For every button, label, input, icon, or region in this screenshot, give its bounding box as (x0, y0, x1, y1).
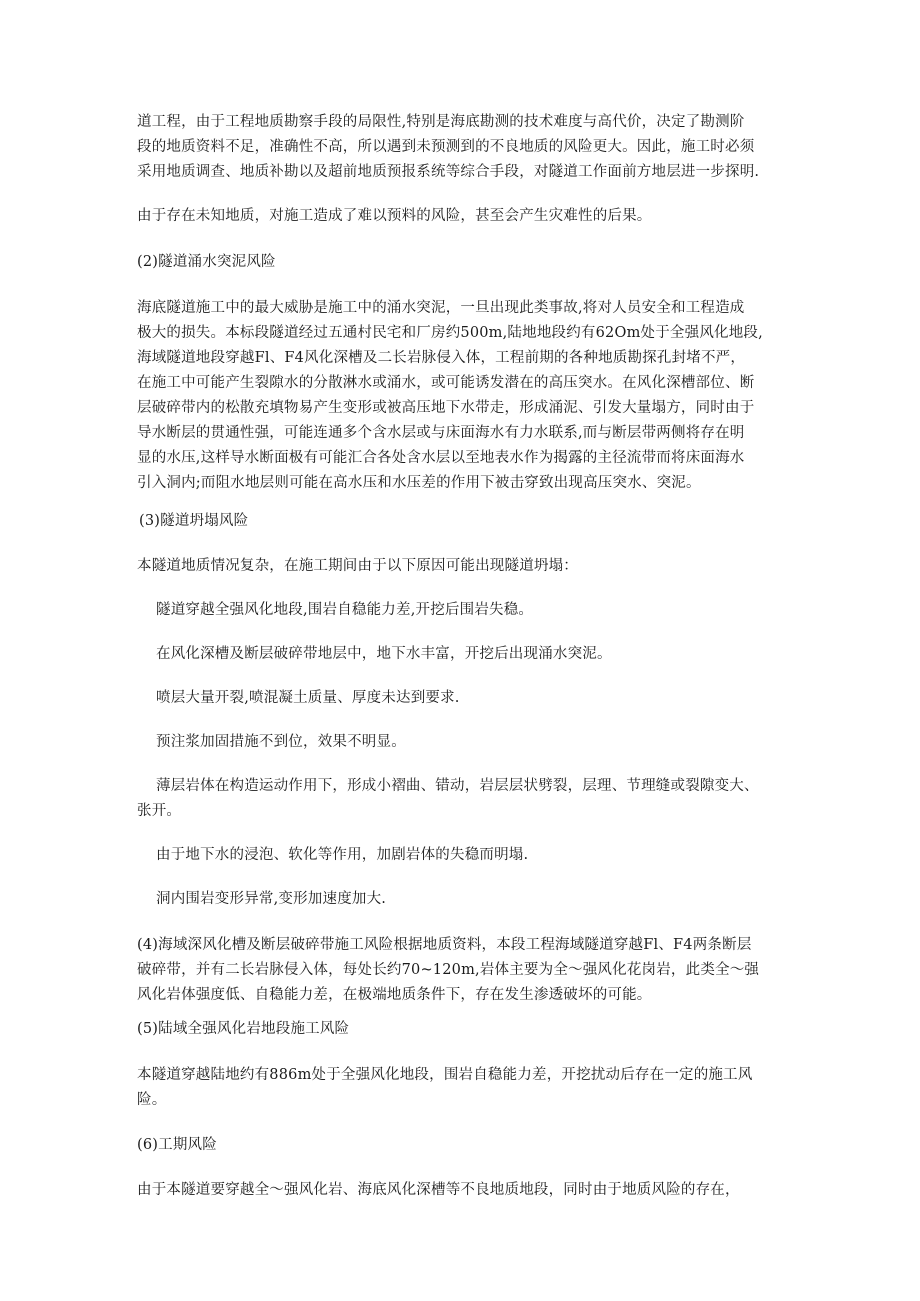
heading-text: (6)工期风险 (137, 1137, 217, 1153)
text-line: 海底隧道施工中的最大威胁是施工中的涌水突泥，一旦出现此类事故,将对人员安全和工程造成 (137, 300, 745, 316)
text-line: 在施工中可能产生裂隙水的分散淋水或涌水，或可能诱发潜在的高压突水。在风化深槽部位、断 (137, 375, 755, 391)
text-line: 层破碎带内的松散充填物易产生变形或被高压地下水带走，形成涌泥、引发大量塌方，同时由于 (137, 400, 755, 416)
text-line: 预注浆加固措施不到位，效果不明显。 (156, 734, 406, 750)
list-item-cause-1 (156, 598, 797, 623)
paragraph-collapse-intro (137, 554, 797, 579)
list-item-cause-3 (156, 686, 797, 711)
paragraph-schedule (137, 1178, 797, 1203)
text-line: 海域隧道地段穿越Fl、F4风化深槽及二长岩脉侵入体，工程前期的各种地质勘探孔封堵不严， (137, 350, 746, 366)
list-item-cause-4 (156, 730, 797, 755)
heading-collapse-risk (139, 509, 799, 534)
text-line: 张开。 (137, 803, 182, 819)
list-item-cause-7 (156, 887, 797, 912)
text-line: 薄层岩体在构造运动作用下，形成小褶曲、错动，岩层层状劈裂，层理、节理缝或裂隙变大、 (156, 778, 759, 794)
heading-text: (3)隧道坍塌风险 (139, 513, 249, 529)
heading-text: (2)隧道涌水突泥风险 (137, 254, 276, 270)
text-line: 险。 (137, 1092, 167, 1108)
heading-land-weathered-risk (137, 1017, 797, 1042)
heading-water-inrush-risk (137, 250, 797, 275)
text-line: 破碎带，并有二长岩脉侵入体，每处长约70~120m,岩体主要为全～强风化花岗岩，此类全～强 (137, 962, 760, 978)
text-line: 隧道穿越全强风化地段,围岩自稳能力差,开挖后围岩失稳。 (156, 602, 534, 618)
text-line: 段的地质资料不足，准确性不高，所以遇到未预测到的不良地质的风险更大。因此，施工时必须 (137, 139, 755, 155)
text-line: 由于存在未知地质，对施工造成了难以预料的风险，甚至会产生灾难性的后果。 (137, 208, 652, 224)
text-line: 引入洞内;而阻水地层则可能在高水压和水压差的作用下被击穿致出现高压突水、突泥。 (137, 475, 701, 491)
list-item-cause-2 (156, 642, 797, 667)
text-line: 导水断层的贯通性强，可能连通多个含水层或与床面海水有力水联系,而与断层带两侧将存在明 (137, 425, 745, 441)
text-line: 风化岩体强度低、自稳能力差，在极端地质条件下，存在发生渗透破坏的可能。 (137, 987, 652, 1003)
paragraph-water-inrush (137, 296, 797, 496)
text-line: 采用地质调查、地质补勘以及超前地质预报系统等综合手段，对隧道工作面前方地层进一步探明. (137, 164, 760, 180)
text-line: 洞内围岩变形异常,变形加速度加大. (156, 891, 387, 907)
text-line: 由于本隧道要穿越全～强风化岩、海底风化深槽等不良地质地段，同时由于地质风险的存在， (137, 1182, 740, 1198)
text-line: 本隧道穿越陆地约有886m处于全强风化地段，围岩自稳能力差，开挖扰动后存在一定的施工风 (137, 1067, 753, 1083)
text-line: 显的水压,这样导水断面极有可能汇合各处含水层以至地表水作为揭露的主径流带而将床面海水 (137, 450, 745, 466)
heading-text: (5)陆域全强风化岩地段施工风险 (137, 1021, 350, 1037)
text-line: 喷层大量开裂,喷混凝土质量、厚度未达到要求. (156, 690, 460, 706)
text-line: 道工程，由于工程地质勘察手段的局限性,特别是海底勘测的技术难度与高代价，决定了勘测阶 (137, 114, 745, 130)
paragraph-land-weathered (137, 1063, 797, 1113)
paragraph-unknown-geology (137, 204, 797, 229)
paragraph-survey-limits (137, 110, 797, 185)
text-line: 在风化深槽及断层破碎带地层中，地下水丰富，开挖后出现涌水突泥。 (156, 646, 612, 662)
paragraph-deep-weathered-trough (137, 933, 797, 1008)
text-line: 极大的损失。本标段隧道经过五通村民宅和厂房约500m,陆地地段约有62Om处于全强风化地段, (137, 325, 763, 341)
list-item-cause-6 (156, 843, 797, 868)
text-line: 由于地下水的浸泡、软化等作用，加剧岩体的失稳而明塌. (156, 847, 529, 863)
list-item-cause-5 (137, 774, 797, 824)
heading-schedule-risk (137, 1133, 797, 1158)
text-line: (4)海域深风化槽及断层破碎带施工风险根据地质资料，本段工程海域隧道穿越Fl、F4两条断层 (137, 937, 752, 953)
text-line: 本隧道地质情况复杂，在施工期间由于以下原因可能出现隧道坍塌： (137, 558, 578, 574)
